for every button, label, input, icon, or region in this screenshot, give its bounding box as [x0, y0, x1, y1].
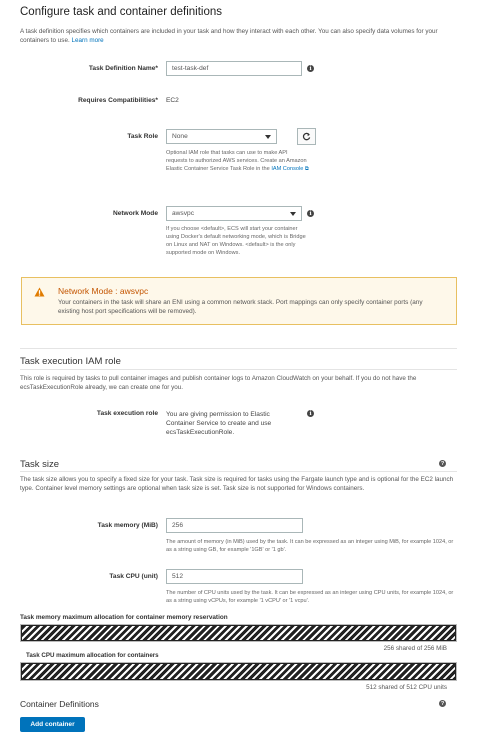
container-definitions-heading: Container Definitions: [20, 699, 99, 709]
network-mode-select[interactable]: [166, 206, 302, 221]
page-title: Configure task and container definitions: [20, 6, 223, 18]
chevron-down-icon: [290, 212, 296, 216]
task-role-select[interactable]: [166, 129, 277, 144]
task-def-name-label: Task Definition Name*: [88, 65, 158, 72]
task-role-help: [166, 149, 310, 173]
refresh-button[interactable]: [297, 128, 316, 145]
warning-icon: [34, 287, 45, 297]
refresh-icon: [302, 132, 311, 141]
compat-value: EC2: [166, 97, 179, 104]
task-memory-help: The amount of memory (in MiB) used by the task. It can be expressed as an integer using MiB, for example 1024, or as a string using GB, for example '1GB' or '1 gb'.: [166, 539, 454, 553]
task-memory-label: Task memory (MiB): [97, 522, 158, 529]
help-icon[interactable]: ?: [440, 460, 445, 467]
add-container-button[interactable]: Add container: [20, 717, 85, 732]
execution-role-label: Task execution role: [96, 410, 158, 417]
cpu-allocation-label: Task CPU maximum allocation for containers: [26, 652, 159, 659]
section-divider: [20, 369, 457, 370]
info-icon[interactable]: i: [307, 210, 314, 217]
chevron-down-icon: [265, 135, 271, 139]
warning-title: Network Mode : awsvpc: [58, 286, 149, 296]
intro-text: A task definition specifies which containers are included in your task and how they interact with each other. You can also specify data volumes for your containers to use.: [20, 28, 438, 44]
memory-allocation-label: Task memory maximum allocation for container memory reservation: [20, 614, 228, 621]
external-link-icon: ⧉: [304, 166, 309, 172]
memory-allocation-track: [20, 624, 457, 642]
task-cpu-label: Task CPU (unit): [109, 573, 158, 580]
iam-console-link[interactable]: IAM Console: [271, 166, 304, 172]
info-icon[interactable]: i: [307, 410, 314, 417]
compat-label: Requires Compatibilities*: [78, 97, 158, 104]
task-size-heading: Task size: [20, 459, 60, 470]
cpu-allocation-text: 512 shared of 512 CPU units: [366, 684, 447, 691]
learn-more-link[interactable]: Learn more: [71, 37, 104, 44]
network-mode-value: awsvpc: [172, 210, 194, 217]
section-divider: [20, 471, 457, 472]
task-cpu-input[interactable]: 512: [166, 569, 303, 584]
network-mode-help: If you choose <default>, ECS will start your container using Docker's default networking mode, which is Bridge on Linux and NAT on Windows. <default> is the only supported mode on Windows.: [166, 226, 306, 256]
execution-role-desc: This role is required by tasks to pull container images and publish container logs to Amazon CloudWatch on your behalf. If you do not have the ecsTaskExecutionRole already, we can create one for you.: [20, 375, 417, 391]
section-divider: [20, 348, 457, 349]
memory-allocation-text: 256 shared of 256 MiB: [383, 645, 447, 652]
execution-role-heading: Task execution IAM role: [20, 356, 121, 367]
network-mode-label: Network Mode: [112, 210, 158, 217]
task-size-desc: The task size allows you to specify a fixed size for your task. Task size is required for tasks using the Fargate launch type and is optional for the EC2 launch type. Container level memory settings are optional when task size is set. Task size is not supported for Windows containers.: [20, 476, 454, 492]
network-mode-warning: [21, 277, 457, 325]
cpu-allocation-track: [20, 662, 457, 681]
task-role-value: None: [172, 133, 188, 140]
execution-role-value: You are giving permission to Elastic Container Service to create and use ecsTaskExecutionRole.: [166, 411, 272, 436]
task-memory-input[interactable]: 256: [166, 518, 303, 533]
info-icon[interactable]: i: [307, 65, 314, 72]
task-role-label: Task Role: [127, 133, 158, 140]
help-icon[interactable]: ?: [440, 700, 445, 707]
cpu-allocation-fill: [21, 663, 456, 680]
page-intro: [20, 27, 460, 45]
task-cpu-help: The number of CPU units used by the task. It can be expressed as an integer using CPU units, for example 1024, or as a string using vCPUs, for example '1 vCPU' or '1 vcpu'.: [166, 590, 454, 604]
task-role-help-text: Optional IAM role that tasks can use to make API requests to authorized AWS services. Create an Amazon Elastic Container Service Task Role in the: [166, 150, 307, 172]
memory-allocation-fill: [21, 625, 456, 641]
warning-text: Your containers in the task will share an ENI using a common network stack. Port mappings can only specify container ports (any existing host port specifications will be removed).: [58, 299, 423, 315]
task-def-name-input[interactable]: test-task-def: [166, 61, 302, 76]
